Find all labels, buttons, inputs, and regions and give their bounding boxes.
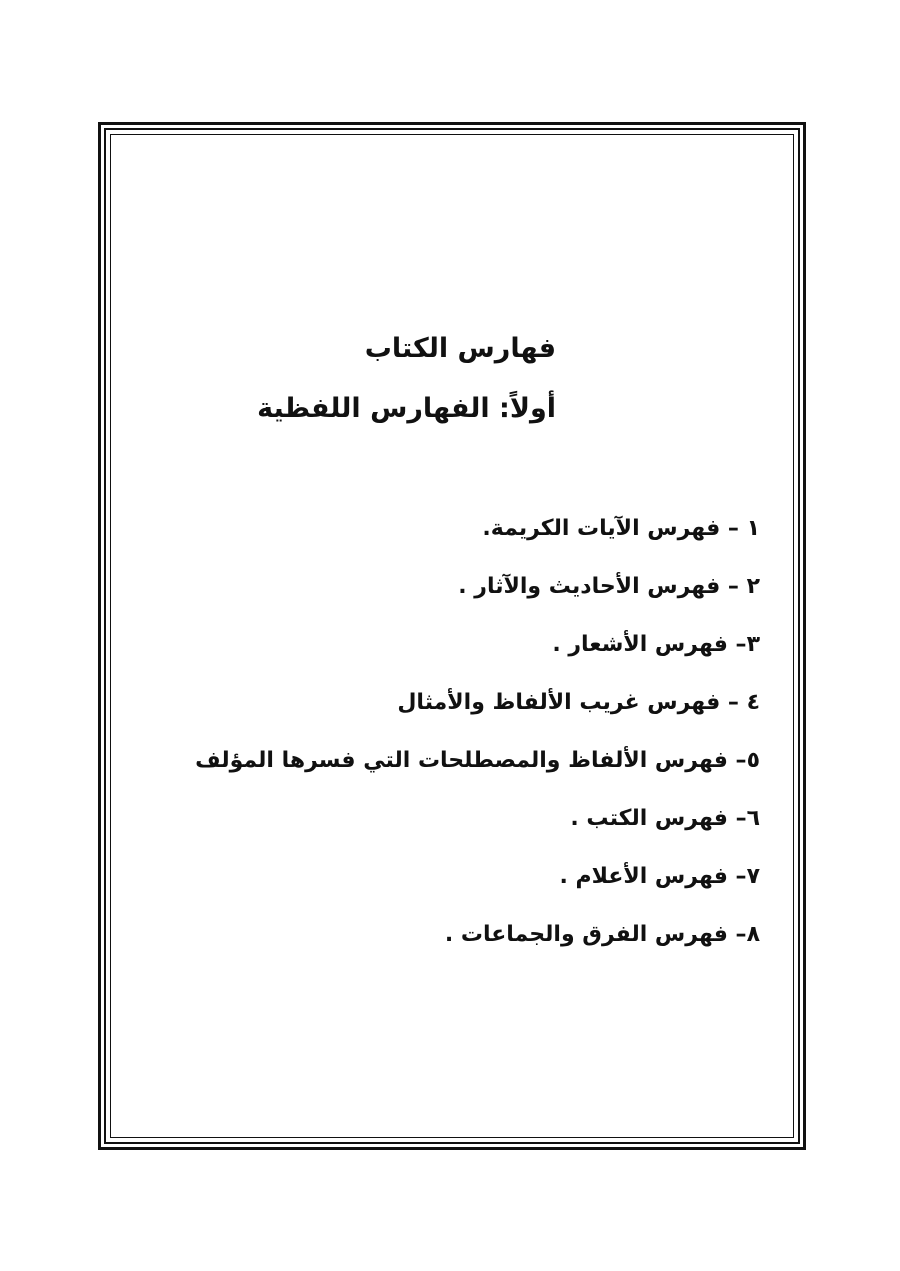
page-title: فهارس الكتاب — [364, 333, 556, 364]
index-list — [195, 508, 760, 972]
index-item-quran-verses: ١ – فهرس الآيات الكريمة. — [482, 516, 760, 541]
index-item-books: ٦– فهرس الكتب . — [570, 806, 760, 831]
section-subtitle: أولاً: الفهارس اللفظية — [257, 393, 556, 424]
index-item-terms: ٥– فهرس الألفاظ والمصطلحات التي فسرها المؤلف — [195, 748, 760, 773]
index-item-people: ٧– فهرس الأعلام . — [559, 864, 760, 889]
index-item-hadith: ٢ – فهرس الأحاديث والآثار . — [458, 574, 760, 599]
index-item-rare-words: ٤ – فهرس غريب الألفاظ والأمثال — [397, 690, 760, 715]
index-item-poetry: ٣– فهرس الأشعار . — [552, 632, 760, 657]
index-item-sects: ٨– فهرس الفرق والجماعات . — [444, 922, 760, 947]
